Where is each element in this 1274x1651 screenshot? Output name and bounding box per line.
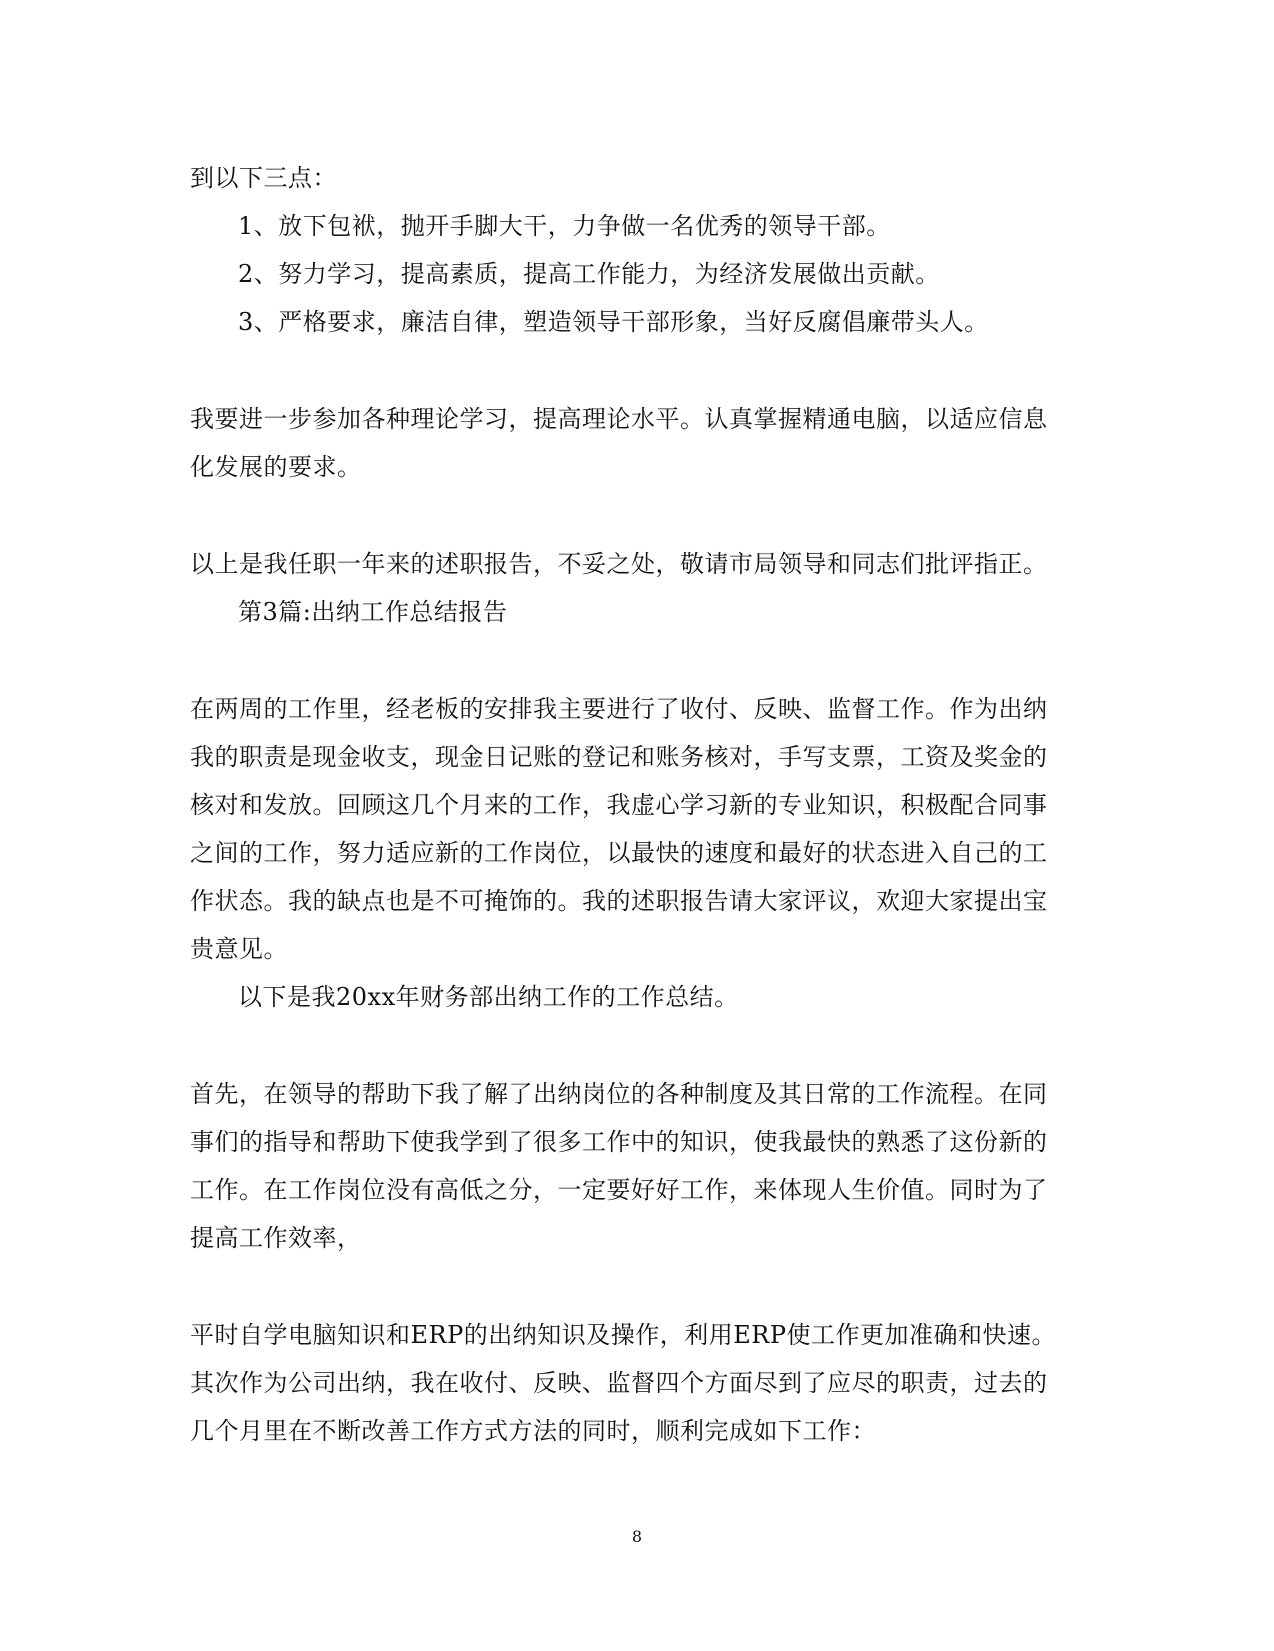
text-line: 核对和发放。回顾这几个月来的工作，我虚心学习新的专业知识，积极配合同事 (190, 791, 1048, 819)
text-line: 其次作为公司出纳，我在收付、反映、监督四个方面尽到了应尽的职责，过去的 (190, 1369, 1048, 1397)
list-item-2: 2、努力学习，提高素质，提高工作能力，为经济发展做出贡献。 (238, 260, 940, 288)
list-item-3: 3、严格要求，廉洁自律，塑造领导干部形象，当好反腐倡廉带头人。 (238, 308, 989, 336)
text-line: 工作。在工作岗位没有高低之分，一定要好好工作，来体现人生价值。同时为了 (190, 1176, 1048, 1204)
text-line: 化发展的要求。 (190, 453, 362, 481)
text-line: 提高工作效率， (190, 1224, 362, 1252)
text-line: 我的职责是现金收支，现金日记账的登记和账务核对，手写支票，工资及奖金的 (190, 743, 1048, 771)
text-line: 以下是我20xx年财务部出纳工作的工作总结。 (238, 983, 739, 1011)
text-line: 作状态。我的缺点也是不可掩饰的。我的述职报告请大家评议，欢迎大家提出宝 (190, 887, 1048, 915)
text-line: 贵意见。 (190, 935, 288, 963)
text-line: 在两周的工作里，经老板的安排我主要进行了收付、反映、监督工作。作为出纳 (190, 695, 1048, 723)
text-line: 我要进一步参加各种理论学习，提高理论水平。认真掌握精通电脑，以适应信息 (190, 405, 1048, 433)
text-line: 之间的工作，努力适应新的工作岗位，以最快的速度和最好的状态进入自己的工 (190, 839, 1048, 867)
page-number: 8 (631, 1527, 643, 1546)
text-line: 首先，在领导的帮助下我了解了出纳岗位的各种制度及其日常的工作流程。在同 (190, 1080, 1048, 1108)
text-line: 以上是我任职一年来的述职报告，不妥之处，敬请市局领导和同志们批评指正。 (190, 550, 1048, 578)
section-heading: 第3篇:出纳工作总结报告 (238, 598, 508, 626)
text-line: 平时自学电脑知识和ERP的出纳知识及操作，利用ERP使工作更加准确和快速。 (190, 1321, 1056, 1349)
list-item-1: 1、放下包袱，抛开手脚大干，力争做一名优秀的领导干部。 (238, 212, 891, 240)
text-line: 到以下三点： (190, 164, 337, 192)
text-line: 事们的指导和帮助下使我学到了很多工作中的知识，使我最快的熟悉了这份新的 (190, 1128, 1048, 1156)
text-line: 几个月里在不断改善工作方式方法的同时，顺利完成如下工作： (190, 1417, 876, 1445)
